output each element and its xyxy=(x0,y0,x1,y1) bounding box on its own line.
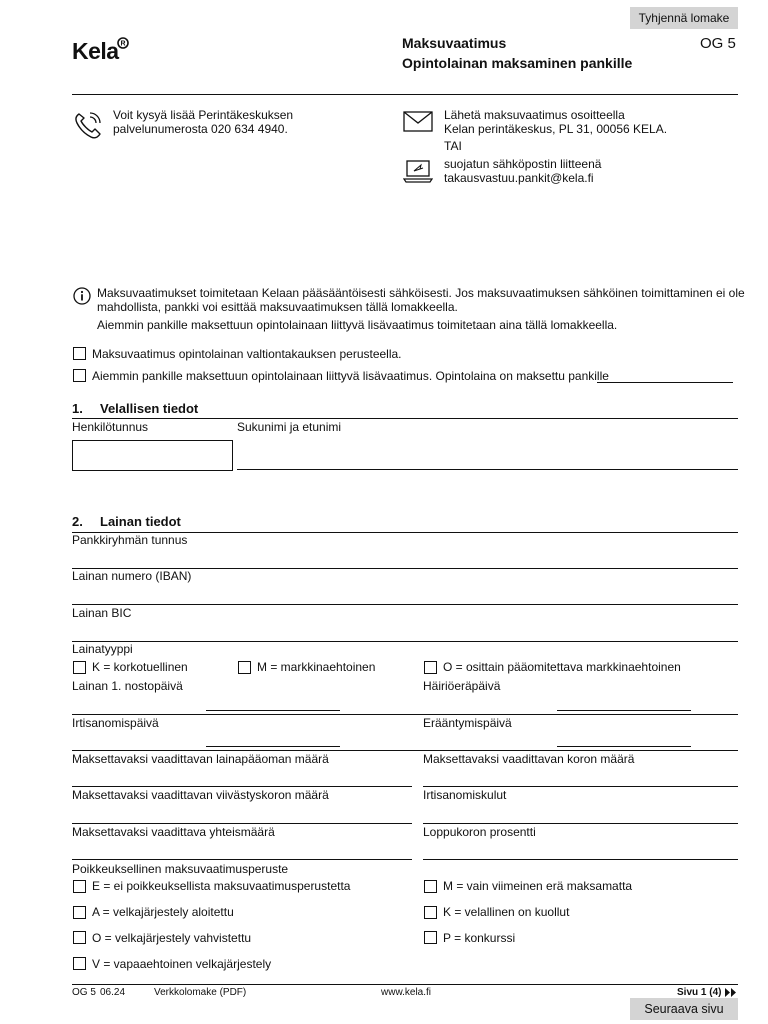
clear-form-button[interactable]: Tyhjennä lomake xyxy=(630,7,738,29)
late-interest-input[interactable] xyxy=(72,806,412,824)
additional-claim-checkbox[interactable] xyxy=(73,369,86,382)
late-interest-label: Maksettavaksi vaadittavan viivästyskoron määrä xyxy=(72,788,329,802)
header-divider xyxy=(72,94,738,95)
loan-type-o-checkbox[interactable] xyxy=(424,661,437,674)
termination-date-input[interactable] xyxy=(206,729,340,747)
termination-cost-input[interactable] xyxy=(423,806,738,824)
total-amount-input[interactable] xyxy=(72,842,412,860)
bank-group-input[interactable] xyxy=(72,551,738,569)
loan-type-o-label: O = osittain pääomitettava markkinaehtoinen xyxy=(443,660,681,674)
row-divider xyxy=(72,714,738,715)
paid-to-bank-date-input[interactable] xyxy=(597,365,733,383)
loan-type-k-checkbox[interactable] xyxy=(73,661,86,674)
registered-mark-icon xyxy=(117,37,129,49)
kela-logo xyxy=(72,38,119,65)
termination-date-label: Irtisanomispäivä xyxy=(72,716,159,730)
basis-a-label: A = velkajärjestely aloitettu xyxy=(92,905,234,919)
basis-o-label: O = velkajärjestely vahvistettu xyxy=(92,931,252,945)
form-title: Maksuvaatimus xyxy=(402,35,507,51)
info-text-line2: mahdollista, pankki voi esittää maksuvaatimuksen tällä lomakkeella. xyxy=(97,300,458,314)
termination-cost-label: Irtisanomiskulut xyxy=(423,788,507,802)
phone-info-line2: palvelunumerosta 020 634 4940. xyxy=(113,122,288,136)
basis-v-label: V = vapaaehtoinen velkajärjestely xyxy=(92,957,272,971)
first-withdrawal-label: Lainan 1. nostopäivä xyxy=(72,679,183,693)
ssn-input[interactable] xyxy=(72,440,233,471)
state-guarantee-checkbox[interactable] xyxy=(73,347,86,360)
loan-type-m-checkbox[interactable] xyxy=(238,661,251,674)
section2-number: 2. xyxy=(72,514,83,529)
basis-a-checkbox[interactable] xyxy=(73,906,86,919)
row-divider xyxy=(72,750,738,751)
phone-icon xyxy=(73,110,103,140)
basis-m-label: M = vain viimeinen erä maksamatta xyxy=(443,879,633,893)
maturity-date-label: Erääntymispäivä xyxy=(423,716,512,730)
name-label: Sukunimi ja etunimi xyxy=(237,420,342,434)
footer-divider xyxy=(72,984,738,985)
maturity-date-input[interactable] xyxy=(557,729,691,747)
form-code: OG 5 xyxy=(700,35,736,52)
mail-info-line1: Lähetä maksuvaatimus osoitteella xyxy=(444,108,625,122)
interest-amount-label: Maksettavaksi vaadittavan koron määrä xyxy=(423,752,635,766)
basis-p-label: P = konkurssi xyxy=(443,931,516,945)
loan-type-label: Lainatyyppi xyxy=(72,642,133,656)
basis-k-checkbox[interactable] xyxy=(424,906,437,919)
loan-type-k-label: K = korkotuellinen xyxy=(92,660,188,674)
exceptional-basis-label: Poikkeuksellinen maksuvaatimusperuste xyxy=(72,862,289,876)
section2-title: Lainan tiedot xyxy=(100,514,181,529)
loan-bic-label: Lainan BIC xyxy=(72,606,132,620)
total-amount-label: Maksettavaksi vaadittava yhteismäärä xyxy=(72,825,275,839)
additional-claim-label: Aiemmin pankille maksettuun opintolainaan liittyvä lisävaatimus. Opintolaina on maksettu pankille xyxy=(92,369,609,383)
final-interest-input[interactable] xyxy=(423,842,738,860)
interest-amount-input[interactable] xyxy=(423,769,738,787)
basis-e-label: E = ei poikkeuksellista maksuvaatimusperustetta xyxy=(92,879,351,893)
bank-group-label: Pankkiryhmän tunnus xyxy=(72,533,188,547)
basis-p-checkbox[interactable] xyxy=(424,931,437,944)
disturbance-date-label: Häiriöeräpäivä xyxy=(423,679,501,693)
name-input[interactable] xyxy=(237,452,738,470)
info-text-line3: Aiemmin pankille maksettuun opintolainaan liittyvä lisävaatimus toimitetaan aina tällä lomakkeella. xyxy=(97,318,618,332)
next-page-button[interactable]: Seuraava sivu xyxy=(630,998,738,1020)
svg-text:R: R xyxy=(120,40,126,48)
mail-info-line2: Kelan perintäkeskus, PL 31, 00056 KELA. xyxy=(444,122,668,136)
loan-number-label: Lainan numero (IBAN) xyxy=(72,569,192,583)
info-text-line1: Maksuvaatimukset toimitetaan Kelaan pääsääntöisesti sähköisesti. Jos maksuvaatimuksen sähköinen toimittaminen ei ole xyxy=(97,286,745,300)
footer-code: OG 5 xyxy=(72,987,96,998)
ssn-label: Henkilötunnus xyxy=(72,420,149,434)
double-arrow-right-icon xyxy=(725,988,737,997)
laptop-icon xyxy=(403,159,433,183)
or-text: TAI xyxy=(444,139,462,153)
final-interest-label: Loppukoron prosentti xyxy=(423,825,536,839)
principal-amount-input[interactable] xyxy=(72,769,412,787)
info-icon xyxy=(73,287,91,305)
first-withdrawal-input[interactable] xyxy=(206,693,340,711)
loan-number-input[interactable] xyxy=(72,587,738,605)
page-indicator: Sivu 1 (4) xyxy=(677,987,722,998)
loan-bic-input[interactable] xyxy=(72,624,738,642)
email-info-line2: takausvastuu.pankit@kela.fi xyxy=(444,171,594,185)
section1-number: 1. xyxy=(72,401,83,416)
logo-text: Kela xyxy=(72,38,119,64)
form-subtitle: Opintolainan maksaminen pankille xyxy=(402,55,633,71)
basis-o-checkbox[interactable] xyxy=(73,931,86,944)
section1-title: Velallisen tiedot xyxy=(100,401,199,416)
email-info-line1: suojatun sähköpostin liitteenä xyxy=(444,157,602,171)
footer-website: www.kela.fi xyxy=(381,987,432,998)
footer-type: Verkkolomake (PDF) xyxy=(154,987,247,998)
basis-m-checkbox[interactable] xyxy=(424,880,437,893)
basis-e-checkbox[interactable] xyxy=(73,880,86,893)
envelope-icon xyxy=(403,111,433,132)
loan-type-m-label: M = markkinaehtoinen xyxy=(257,660,376,674)
basis-k-label: K = velallinen on kuollut xyxy=(443,905,570,919)
section1-divider xyxy=(72,418,738,419)
principal-amount-label: Maksettavaksi vaadittavan lainapääoman määrä xyxy=(72,752,329,766)
basis-v-checkbox[interactable] xyxy=(73,957,86,970)
state-guarantee-label: Maksuvaatimus opintolainan valtiontakauksen perusteella. xyxy=(92,347,402,361)
footer-version: 06.24 xyxy=(100,987,126,998)
disturbance-date-input[interactable] xyxy=(557,693,691,711)
phone-info-line1: Voit kysyä lisää Perintäkeskuksen xyxy=(113,108,294,122)
